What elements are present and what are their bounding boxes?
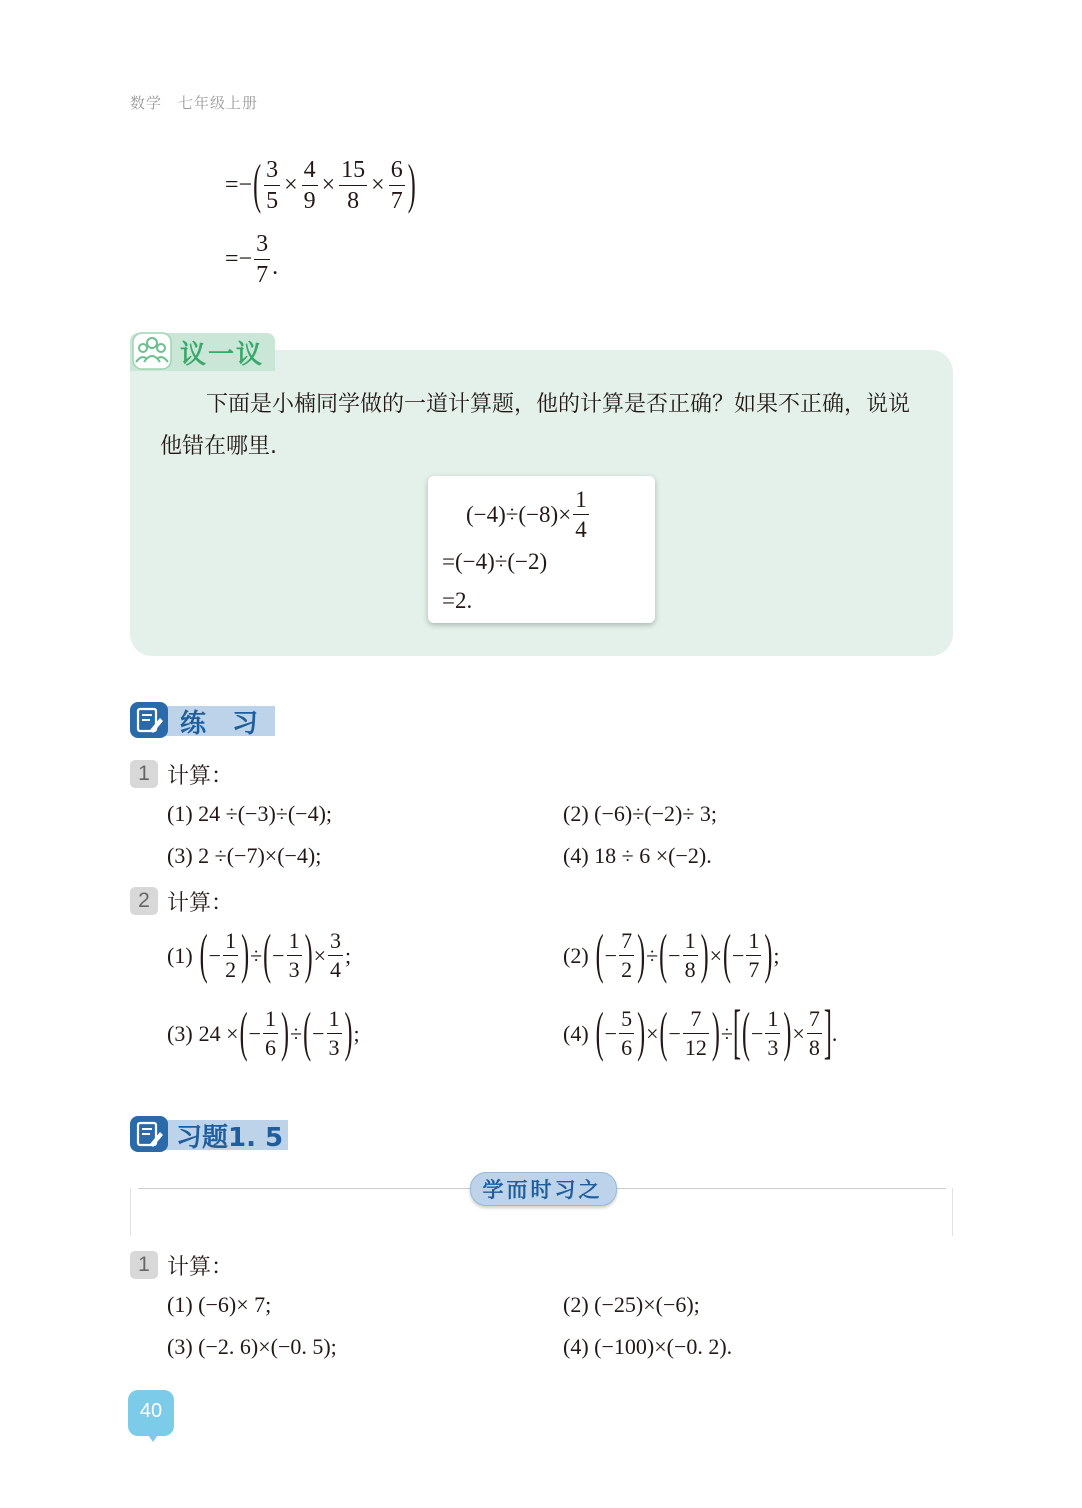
practice-item: (3) 2 ÷(−7)×(−4); xyxy=(167,843,322,868)
fraction: $\frac{6}{7}$ xyxy=(390,157,403,214)
equals-minus: =− xyxy=(225,172,253,198)
header-subject: 数学 xyxy=(130,94,163,112)
fraction: $\frac{1}{4}$ xyxy=(575,487,587,542)
subtitle-text: 学而时习之 xyxy=(482,1178,603,1202)
calc-line-2 xyxy=(225,232,278,287)
fraction: $\frac{3}{5}$ xyxy=(266,157,279,214)
practice-title: 练 习 xyxy=(180,709,259,739)
exercise-item: (3) (−2. 6)×(−0. 5); xyxy=(167,1334,337,1359)
item-tag: (2) xyxy=(563,942,589,968)
divider-left-edge xyxy=(130,1188,131,1236)
equals-minus: =− xyxy=(225,246,253,272)
times-sign: × xyxy=(321,172,336,198)
item-tag: (3) xyxy=(167,1020,193,1046)
exercise-title: 习题1. 5 xyxy=(176,1123,284,1153)
card-line-1 xyxy=(466,488,591,541)
header-grade: 七年级上册 xyxy=(178,94,259,112)
question-label: 计算： xyxy=(167,764,234,789)
exercise-item: (2) (−25)×(−6); xyxy=(563,1292,700,1317)
card-expression: (−4)÷(−8)× xyxy=(466,501,572,527)
exercise-item: (4) (−100)×(−0. 2). xyxy=(563,1334,733,1359)
calc-line-1 xyxy=(225,155,417,216)
fraction: $\frac{4}{9}$ xyxy=(303,157,316,214)
question-number: 1 xyxy=(130,760,158,788)
right-paren: ) xyxy=(407,155,416,216)
pencil-note-icon xyxy=(130,1116,168,1152)
people-icon xyxy=(132,332,172,370)
period: . xyxy=(272,254,279,280)
pencil-note-icon xyxy=(130,702,168,738)
practice-item: (1) 24 ÷(−3)÷(−4); xyxy=(167,801,333,826)
times-sign: × xyxy=(371,172,385,198)
question-label: 计算： xyxy=(167,1255,234,1280)
fraction: $\frac{3}{7}$ xyxy=(256,231,269,288)
card-line-3: =2. xyxy=(442,588,473,613)
fraction: $\frac{15}{8}$ xyxy=(341,157,366,214)
question-number: 1 xyxy=(130,1251,158,1279)
running-header xyxy=(130,92,258,113)
practice-item-fraction: (1) ( − $\frac{1}{2}$ ) ÷ ( − $\frac{1}{3}$ ) × $\frac{3}{4}$ ; xyxy=(167,925,352,986)
question-label: 计算： xyxy=(167,891,234,916)
discussion-prompt: 下面是小楠同学做的一道计算题，他的计算是否正确？如果不正确，说说他错在哪里. xyxy=(160,392,911,459)
page-number: 40 xyxy=(139,1400,163,1422)
times-sign: × xyxy=(284,172,298,198)
item-tag: (4) xyxy=(563,1020,589,1046)
item-tag: (1) xyxy=(167,942,193,968)
practice-item: (2) (−6)÷(−2)÷ 3; xyxy=(563,801,718,826)
badge-tail xyxy=(146,1432,160,1442)
card-line-2: =(−4)÷(−2) xyxy=(442,549,548,574)
practice-item: (4) 18 ÷ 6 ×(−2). xyxy=(563,843,712,868)
divider-right-edge xyxy=(952,1188,953,1236)
discussion-title: 议一议 xyxy=(180,340,265,370)
left-paren: ( xyxy=(253,155,262,216)
exercise-item: (1) (−6)× 7; xyxy=(167,1292,272,1317)
practice-item-fraction: (3) 24 × ( − $\frac{1}{6}$ ) ÷ ( − $\frac{1}{3}$ ) ; xyxy=(167,1003,360,1064)
practice-item-fraction: (4) ( − $\frac{5}{6}$ ) × ( − $\frac{7}{12}$ ) ÷ [ ( − $\frac{1}{3}$ ) × $\frac{7}{8}$ ] . xyxy=(563,1001,838,1066)
practice-item-fraction: (2) ( − $\frac{7}{2}$ ) ÷ ( − $\frac{1}{8}$ ) × ( − $\frac{1}{7}$ ) ; xyxy=(563,925,780,986)
question-number: 2 xyxy=(130,887,158,915)
